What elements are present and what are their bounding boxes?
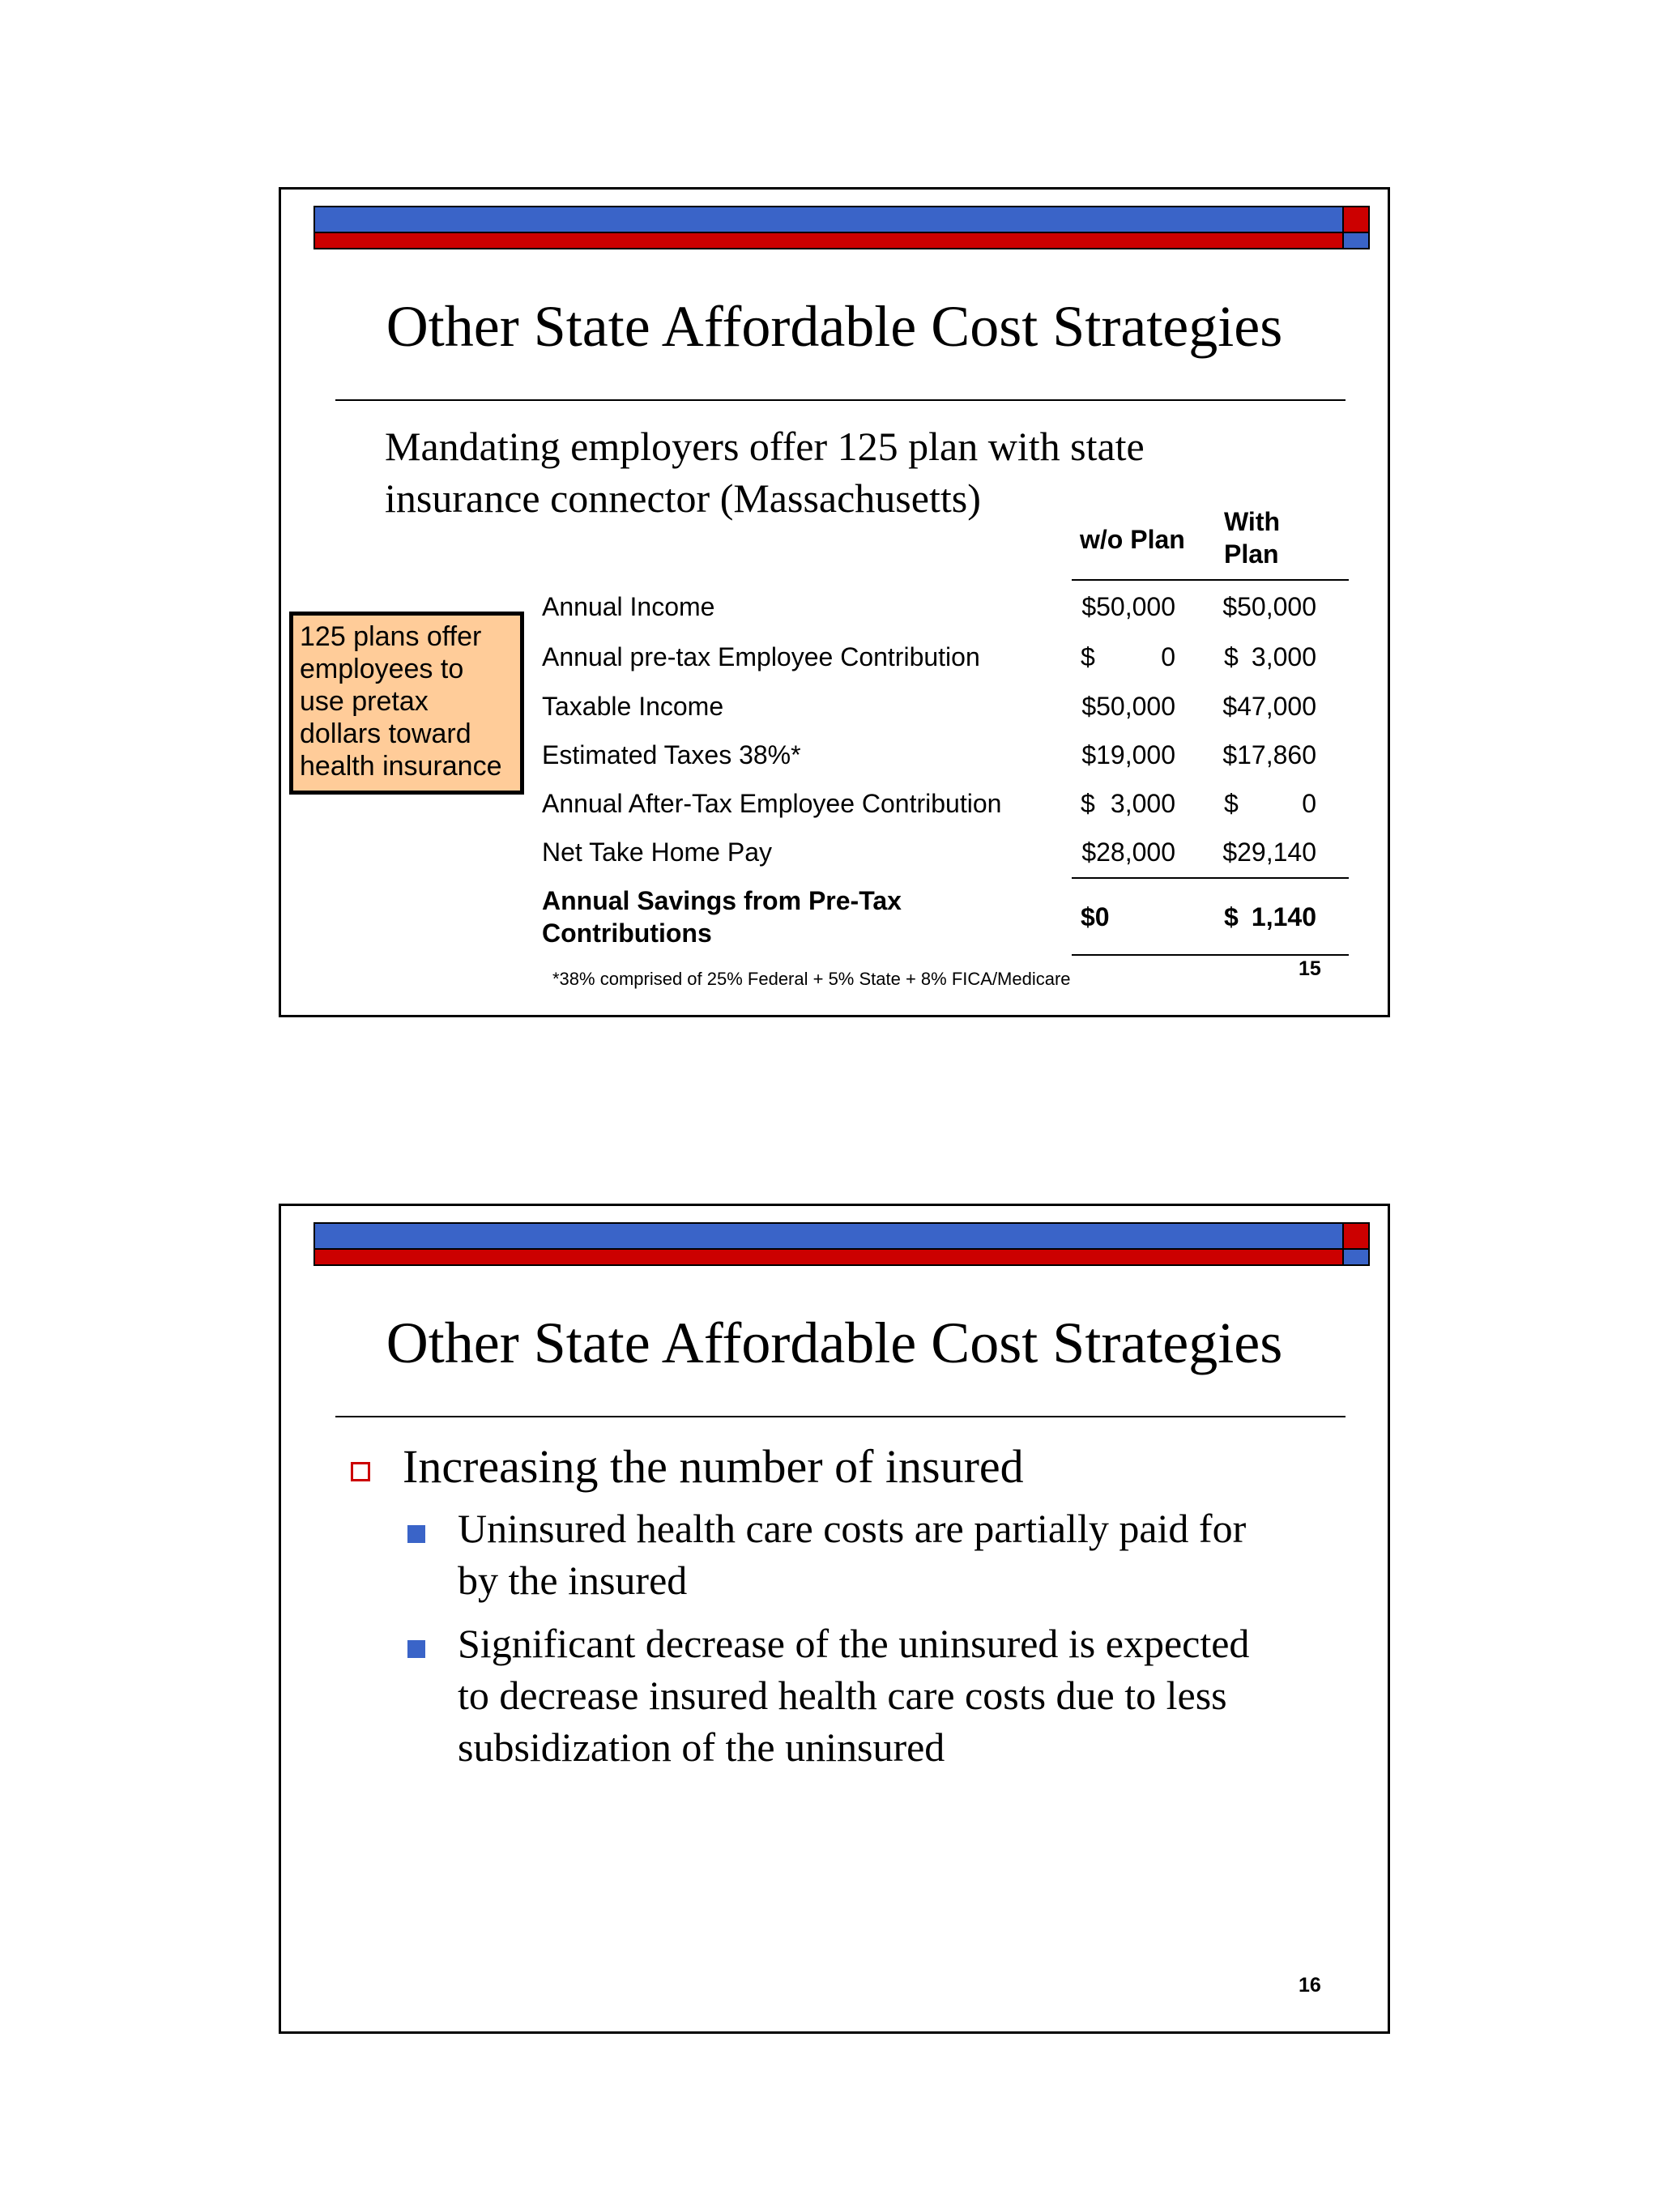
corner-square-red-icon: [1342, 1222, 1370, 1250]
row-label-net-take-home: Net Take Home Pay: [542, 837, 772, 867]
header-bar-red: [313, 1250, 1344, 1266]
header-underline: [1072, 579, 1349, 581]
cell-with-plan-value: 0: [1302, 789, 1316, 818]
title-divider: [335, 399, 1346, 401]
footnote: *38% comprised of 25% Federal + 5% State + 8% FICA/Medicare: [552, 969, 1071, 989]
filled-square-icon: [407, 1640, 425, 1658]
slide-subtitle: [385, 420, 1145, 524]
total-with-plan-symbol: $: [1224, 902, 1239, 931]
total-underline: [1072, 954, 1349, 956]
title-divider: [335, 1416, 1346, 1417]
total-without-plan: $0: [1081, 902, 1110, 931]
row-label-taxable-income: Taxable Income: [542, 692, 724, 721]
sub-bullet-1-line-1: Uninsured health care costs are partially paid for: [458, 1506, 1247, 1551]
slide-title: Other State Affordable Cost Strategies: [386, 1311, 1283, 1375]
row-label-estimated-taxes: Estimated Taxes 38%*: [542, 740, 801, 769]
corner-square-blue-icon: [1342, 1248, 1370, 1266]
sub-bullet-1: [458, 1502, 1246, 1606]
cell-without-plan: $19,000: [1081, 740, 1175, 769]
subtitle-line-2: insurance connector (Massachusetts): [385, 475, 981, 521]
row-label-annual-savings: [542, 884, 902, 949]
cell-without-plan: $50,000: [1081, 692, 1175, 721]
corner-square-blue-icon: [1342, 232, 1370, 249]
cell-without-plan-value: 3,000: [1110, 789, 1175, 818]
sub-bullet-2-line-1: Significant decrease of the uninsured is expected: [458, 1621, 1250, 1666]
column-header-with-plan-line-1: With: [1224, 507, 1281, 536]
row-label-aftertax-contribution: Annual After-Tax Employee Contribution: [542, 789, 1002, 818]
slide-title: Other State Affordable Cost Strategies: [386, 294, 1283, 359]
corner-square-red-icon: [1342, 206, 1370, 233]
cell-with-plan: $47,000: [1222, 692, 1316, 721]
sub-bullet-2-line-2: to decrease insured health care costs due to less: [458, 1673, 1227, 1718]
page-number: 15: [1299, 957, 1321, 980]
subtitle-line-1: Mandating employers offer 125 plan with state: [385, 424, 1145, 469]
header-bar-red: [313, 233, 1344, 249]
cell-without-plan-symbol: $: [1081, 789, 1095, 818]
total-label-line-2: Contributions: [542, 918, 712, 948]
slide-15: [279, 187, 1390, 1017]
cell-with-plan-value: 3,000: [1251, 642, 1316, 671]
cell-with-plan: $50,000: [1222, 592, 1316, 621]
total-overline: [1072, 877, 1349, 879]
cell-with-plan: $17,860: [1222, 740, 1316, 769]
total-with-plan-value: 1,140: [1251, 902, 1316, 931]
page-number: 16: [1299, 1974, 1321, 1997]
main-bullet-text: Increasing the number of insured: [403, 1440, 1024, 1493]
cell-without-plan-symbol: $: [1081, 642, 1095, 671]
callout-box: 125 plans offer employees to use pretax dollars toward health insurance: [289, 612, 524, 795]
sub-bullet-1-line-2: by the insured: [458, 1558, 688, 1603]
column-header-without-plan: w/o Plan: [1080, 525, 1185, 554]
cell-without-plan: $50,000: [1081, 592, 1175, 621]
filled-square-icon: [407, 1525, 425, 1543]
column-header-with-plan: [1224, 505, 1280, 570]
cell-without-plan-value: 0: [1161, 642, 1175, 671]
cell-without-plan: $28,000: [1081, 837, 1175, 867]
hollow-square-icon: [351, 1462, 370, 1481]
sub-bullet-2: [458, 1617, 1249, 1773]
row-label-pretax-contribution: Annual pre-tax Employee Contribution: [542, 642, 980, 671]
cell-with-plan: $29,140: [1222, 837, 1316, 867]
cell-with-plan-symbol: $: [1224, 642, 1239, 671]
header-bar-blue: [313, 1222, 1344, 1250]
row-label-annual-income: Annual Income: [542, 592, 715, 621]
header-bar-blue: [313, 206, 1344, 233]
cell-with-plan-symbol: $: [1224, 789, 1239, 818]
slide-16: [279, 1204, 1390, 2034]
column-header-with-plan-line-2: Plan: [1224, 539, 1279, 569]
total-label-line-1: Annual Savings from Pre-Tax: [542, 886, 902, 915]
sub-bullet-2-line-3: subsidization of the uninsured: [458, 1724, 945, 1770]
